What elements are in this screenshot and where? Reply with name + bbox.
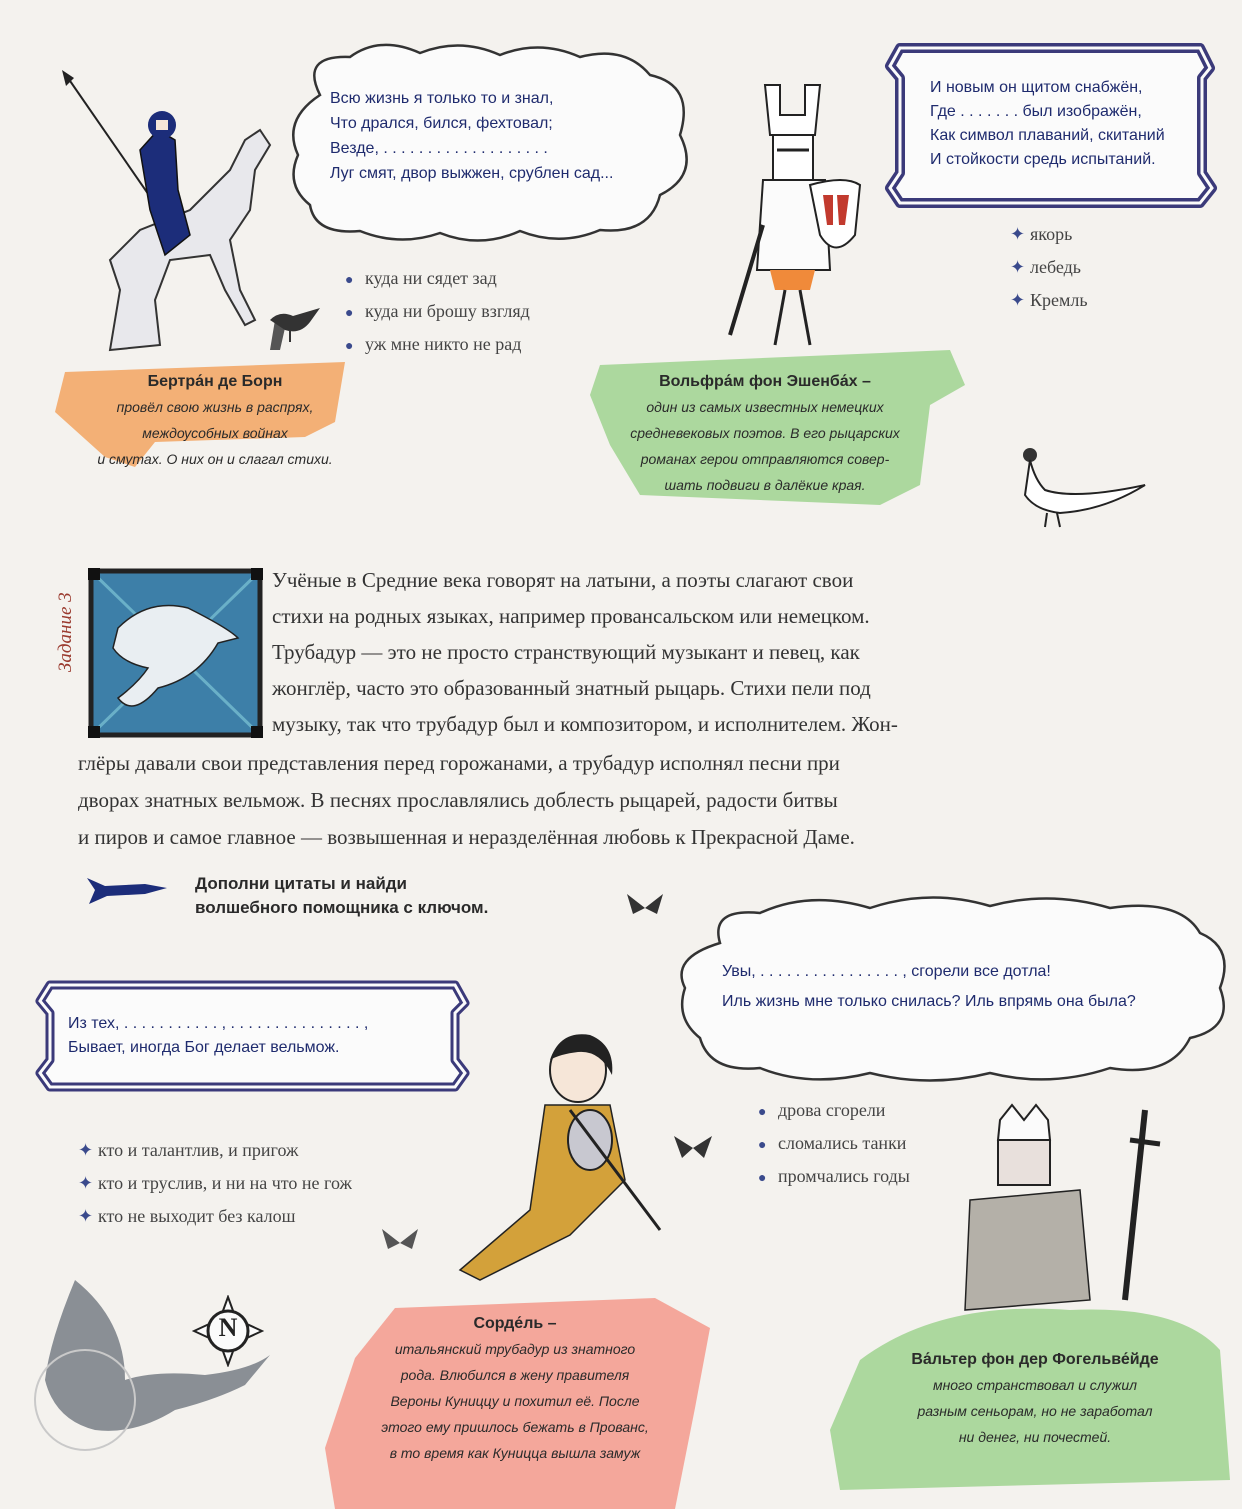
quote-line: Иль жизнь мне только снилась? Иль впрямь она была?: [722, 993, 1136, 1010]
options-wolfram: [1010, 218, 1088, 317]
diamond-bullet-icon: ✦: [1010, 224, 1026, 244]
quote-line: Луг смят, двор выжжен, срублен сад...: [330, 165, 614, 182]
bio-bertran: [55, 370, 375, 472]
option-item[interactable]: ✦ кто не выходит без калош: [78, 1200, 352, 1233]
paragraph-line: Трубадур — это не просто странствующий музыкант и певец, как: [272, 640, 860, 664]
quote-bertran: [330, 86, 613, 186]
dot-bullet-icon: ●: [345, 273, 354, 288]
quote-wolfram: [930, 76, 1165, 172]
option-item[interactable]: ● куда ни сядет зад: [345, 262, 530, 295]
dot-bullet-icon: ●: [345, 306, 354, 321]
option-item[interactable]: ● дрова сгорели: [758, 1094, 910, 1127]
dot-bullet-icon: ●: [758, 1138, 767, 1153]
moth-icon: [625, 890, 665, 926]
diamond-bullet-icon: ✦: [1010, 290, 1026, 310]
bio-wolfram: [590, 370, 940, 498]
dot-bullet-icon: ●: [758, 1171, 767, 1186]
quote-line: Из тех, . . . . . . . . . . . , . . . . . . . . . . . . . . . ,: [68, 1015, 369, 1032]
troubadour-with-fiddle-illustration: [420, 1030, 700, 1300]
poet-description: много странствовал и служил разным сеньорам, но не заработал ни денег, ни почестей.: [917, 1377, 1153, 1445]
poet-description: итальянский трубадур из знатного рода. Влюбился в жену правителя Вероны Куниццу и похитил её. После этого ему пришлось бежать в Прованс, в то время как Куницца вышла замуж: [381, 1341, 649, 1461]
quote-line: Бывает, иногда Бог делает вельмож.: [68, 1039, 340, 1056]
quote-line: Всю жизнь я только то и знал,: [330, 90, 554, 107]
paragraph-line: и пиров и самое главное — возвышенная и неразделённая любовь к Прекрасной Даме.: [78, 825, 855, 849]
quote-line: И новым он щитом снабжён,: [930, 79, 1143, 96]
quote-line: Как символ плаваний, скитаний: [930, 127, 1165, 144]
options-walther: [758, 1094, 910, 1193]
quote-bottom-left: [68, 1012, 368, 1060]
options-bertran: [345, 262, 530, 361]
option-item[interactable]: ✦ Кремль: [1010, 284, 1088, 317]
magpie-icon: [265, 300, 335, 345]
bio-sordello: [335, 1312, 695, 1466]
quote-walther: [722, 957, 1136, 1017]
paragraph-line: жонглёр, часто это образованный знатный рыцарь. Стихи пели под: [272, 676, 871, 700]
poet-name: Сорде́ль –: [473, 1315, 557, 1332]
diamond-bullet-icon: ✦: [78, 1173, 94, 1193]
quote-line: Где . . . . . . . был изображён,: [930, 103, 1142, 120]
options-bottom-left: [78, 1134, 352, 1233]
poet-description: провёл свою жизнь в распрях, междоусобных войнах и смутах. О них он и слагал стихи.: [97, 399, 333, 467]
quote-line: И стойкости средь испытаний.: [930, 151, 1156, 168]
poet-name: Бертра́н де Борн: [147, 373, 283, 390]
option-item[interactable]: ● сломались танки: [758, 1127, 910, 1160]
poet-description: один из самых известных немецких средневековых поэтов. В его рыцарских романах герои отправляются совер- шать подвиги в далёкие края.: [630, 399, 900, 493]
quote-line: Везде, . . . . . . . . . . . . . . . . . . .: [330, 140, 548, 157]
quote-line: Что дрался, бился, фехтовал;: [330, 115, 553, 132]
moth-icon: [380, 1225, 420, 1261]
swan-tile-illustration: [88, 568, 263, 738]
diamond-bullet-icon: ✦: [78, 1206, 94, 1226]
paragraph-line: Учёные в Средние века говорят на латыни, а поэты слагают свои: [272, 568, 854, 592]
task-instruction: Дополни цитаты и найди волшебного помощника с ключом.: [195, 874, 489, 917]
paragraph-line: стихи на родных языках, например провансальском или немецком.: [272, 604, 870, 628]
dot-bullet-icon: ●: [345, 339, 354, 354]
bio-walther: [845, 1348, 1225, 1450]
poet-name: Вольфра́м фон Эшенба́х –: [659, 373, 871, 390]
option-item[interactable]: ● уж мне никто не рад: [345, 328, 530, 361]
paragraph-line: дворах знатных вельмож. В песнях прославлялись доблесть рыцарей, радости битвы: [78, 788, 838, 812]
option-item[interactable]: ● промчались годы: [758, 1160, 910, 1193]
task-label: Задание 3: [55, 592, 76, 672]
poet-name: Ва́льтер фон дер Фогельве́йде: [911, 1351, 1159, 1368]
option-item[interactable]: ● куда ни брошу взгляд: [345, 295, 530, 328]
moth-icon: [672, 1130, 714, 1166]
compass-letter: N: [218, 1313, 238, 1342]
option-item[interactable]: ✦ кто и талантлив, и пригож: [78, 1134, 352, 1167]
pointing-hand-icon: [85, 872, 170, 908]
quote-line: Увы, . . . . . . . . . . . . . . . . , сгорели все дотла!: [722, 963, 1051, 980]
diamond-bullet-icon: ✦: [78, 1140, 94, 1160]
diamond-bullet-icon: ✦: [1010, 257, 1026, 277]
peacock-icon: [1005, 435, 1155, 530]
paragraph-line: глёры давали свои представления перед горожанами, а трубадур исполнял песни при: [78, 751, 840, 775]
option-item[interactable]: ✦ кто и труслив, и ни на что не гож: [78, 1167, 352, 1200]
option-item[interactable]: ✦ лебедь: [1010, 251, 1088, 284]
option-item[interactable]: ✦ якорь: [1010, 218, 1088, 251]
dot-bullet-icon: ●: [758, 1105, 767, 1120]
paragraph-line: музыку, так что трубадур был и композитором, и исполнителем. Жон-: [272, 712, 898, 736]
knight-with-shield-illustration: [715, 75, 875, 365]
